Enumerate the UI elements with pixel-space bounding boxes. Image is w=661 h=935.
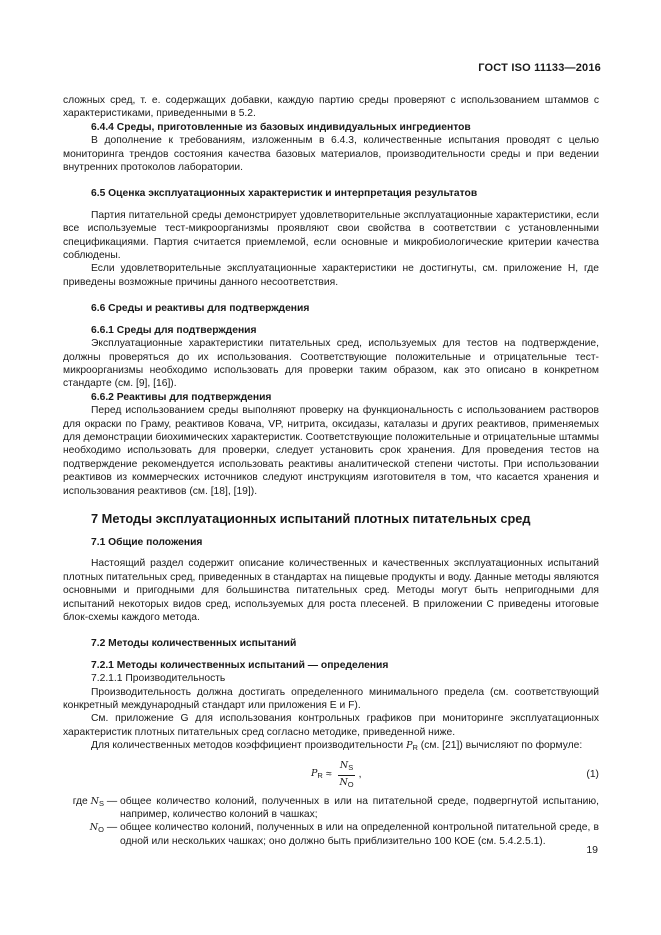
paragraph-7-2-1-1-b: См. приложение G для использования контрольных графиков при мониторинге эксплуатационных характеристик плотных питательных сред согласно методике, приведенной ниже.: [63, 713, 599, 738]
paragraph-6-6-2: Перед использованием среды выполняют проверку на функциональность с использованием растворов для окраски по Граму, реактивов Ковача, VP, нитрита, оксидазы, каталазы и других реактивов, применяемых для демонстрации биохимических характеристик. Соответствующие положительные и отрицательные штаммы необходимо использовать для проверки, следует установить срок хранения. Для проведения тестов на подтверждение рекомендуется использовать реактивы аналитической степени чистоты. При использовании реактивов из коммерческих источников следуют инструкциям изготовителя в том, что касается хранения и использования реактивов (см. [18], [19]).: [63, 405, 599, 497]
formula-1: [63, 757, 599, 793]
paragraph-7-2-1-1-c: Для количественных методов коэффициент производительности $P_R$ (см. [21]) вычисляют по формуле:: [91, 740, 583, 753]
formula-numerator: $N_S$: [338, 760, 355, 776]
formula-lhs: $P_R$: [311, 768, 323, 781]
symbol-pr: $P_R$: [406, 740, 418, 753]
formula-denominator: $N_O$: [339, 776, 354, 789]
paragraph-6-4-4: В дополнение к требованиям, изложенным в 6.4.3, количественные испытания проводят с целью мониторинга трендов состояния качества базовых материалов, производительности среды и при ведении внутренних протоколов лаборатории.: [63, 135, 599, 174]
equation-number: (1): [586, 768, 599, 780]
formula-approx-sign: ≈: [325, 769, 332, 781]
document-body: [63, 94, 599, 848]
paragraph-7-2-1-1-a: Производительность должна достигать определенного минимального предела (см. соответствующий конкретный международный стандарт или приложения Е и F).: [63, 686, 599, 712]
document-id-header: ГОСТ ISO 11133—2016: [478, 62, 601, 74]
paragraph-7-1: Настоящий раздел содержит описание количественных и качественных эксплуатационных испытаний плотных питательных сред, приведенных в стандартах на пищевые продукты и воду. Данные методы являются основными и пригодными для большинства питательных сред. Методы могут быть непригодными для испытаний некоторых видов сред, используемых для роста плесеней. В приложении С приведены итоговые блок-схемы каждого метода.: [63, 558, 599, 623]
formula-fraction: [337, 760, 355, 791]
heading-6-5: 6.5 Оценка эксплуатационных характеристик и интерпретация результатов: [91, 188, 478, 200]
paragraph-6-5-a: Партия питательной среды демонстрирует удовлетворительные эксплуатационные характеристики, если все используемые тест-микроорганизмы проявляют свои свойства в соответствии с установленными спецификациями. Партия считается приемлемой, если основные и микробиологические критерии качества соблюдены.: [63, 209, 599, 262]
heading-section-7: 7 Методы эксплуатационных испытаний плотных питательных сред: [91, 510, 531, 526]
heading-7-2-1-1: 7.2.1.1 Производительность: [91, 673, 226, 685]
heading-7-1: 7.1 Общие положения: [91, 536, 203, 548]
formula-definitions: [63, 795, 599, 849]
page-number: 19: [586, 844, 598, 856]
paragraph-continuation: сложных сред, т. е. содержащих добавки, каждую партию среды проверяют с использованием штаммов с характеристиками, приведенными в 5.2.: [63, 95, 599, 120]
heading-7-2: 7.2 Методы количественных испытаний: [91, 638, 297, 650]
paragraph-6-5-b: Если удовлетворительные эксплуатационные характеристики не достигнуты, см. приложение Н, где приведены возможные причины данного несоответствия.: [63, 263, 599, 288]
formula-expression: $P_R$ ≈ $\frac{N_S}{N_O}$ ,: [311, 759, 362, 789]
heading-7-2-1: 7.2.1 Методы количественных испытаний — определения: [91, 659, 389, 671]
heading-6-6-2: 6.6.2 Реактивы для подтверждения: [91, 391, 272, 403]
definition-item: где $N_S$ — общее количество колоний, полученных в или на питательной среде, подвергнутой испытанию, например, количество колоний в чашках;: [72, 795, 599, 821]
heading-6-6-1: 6.6.1 Среды для подтверждения: [91, 324, 257, 336]
definition-item: $N_O$ — общее количество колоний, полученных в или на определенной контрольной питательной среде, в одной или нескольких чашках; оно должно быть приблизительно 100 КОЕ (см. 5.4.2.5.1).: [89, 822, 599, 847]
heading-6-4-4: 6.4.4 Среды, приготовленные из базовых индивидуальных ингредиентов: [91, 121, 471, 133]
paragraph-6-6-1: Эксплуатационные характеристики питательных сред, используемых для тестов на подтверждение, должны проверяться до их использования. Соответствующие положительные и отрицательные тест-микроорганизмы необходимо использовать для проверки таким образом, как это описано в конкретном стандарте (см. [9], [16]).: [63, 338, 599, 390]
heading-6-6: 6.6 Среды и реактивы для подтверждения: [91, 303, 310, 315]
